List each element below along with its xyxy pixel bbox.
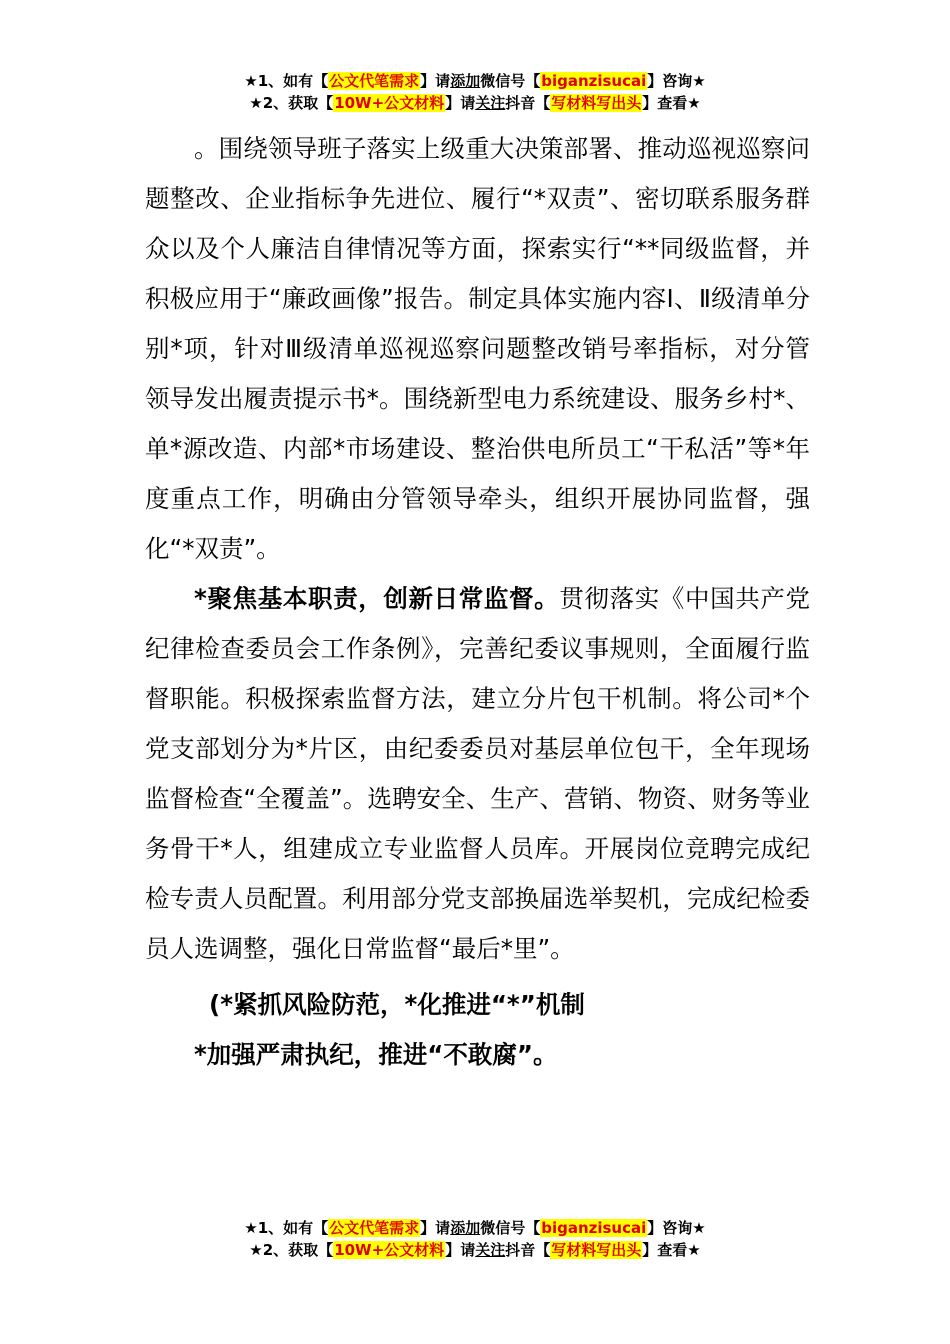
highlight-materials: 10W+公文材料 bbox=[334, 94, 445, 112]
paragraph-2 bbox=[145, 574, 810, 974]
footer-highlight-service: 公文代笔需求 bbox=[329, 1219, 420, 1237]
paragraph-1: 。围绕领导班子落实上级重大决策部署、推动巡视巡察问题整改、企业指标争先进位、履行“*双责”、密切联系服务群众以及个人廉洁自律情况等方面，探索实行“**同级监督，并积极应用于“廉政画像”报告。制定具体实施内容Ⅰ、Ⅱ级清单分别*项，针对Ⅲ级清单巡视巡察问题整改销号率指标，对分管领导发出履责提示书*。围绕新型电力系统建设、服务乡村*、单*源改造、内部*市场建设、整治供电所员工“干私活”等*年度重点工作，明确由分管领导牵头，组织开展协同监督，强化“*双责”。 bbox=[145, 134, 810, 563]
footer-banner bbox=[0, 1217, 950, 1261]
footer-line-1: ★1、如有【公文代笔需求】请添加微信号【biganzisucai】咨询★ bbox=[244, 1219, 706, 1237]
footer-highlight-wechat-id: biganzisucai bbox=[541, 1219, 647, 1237]
paragraph-2-heading: *聚焦基本职责，创新日常监督。 bbox=[194, 584, 560, 613]
footer-line-2: ★2、获取【10W+公文材料】请关注抖音【写材料写出头】查看★ bbox=[249, 1241, 701, 1259]
footer-highlight-douyin: 写材料写出头 bbox=[551, 1241, 642, 1259]
highlight-service: 公文代笔需求 bbox=[329, 72, 420, 90]
footer-highlight-materials: 10W+公文材料 bbox=[334, 1241, 445, 1259]
paragraph-2-text: 贯彻落实《中国共产党纪律检查委员会工作条例》，完善纪委议事规则，全面履行监督职能。积极探索监督方法，建立分片包干机制。将公司*个党支部划分为*片区，由纪委委员对基层单位包干，全年现场监督检查“全覆盖”。选聘安全、生产、营销、物资、财务等业务骨干*人，组建成立专业监督人员库。开展岗位竞聘完成纪检专责人员配置。利用部分党支部换届选举契机，完成纪检委员人选调整，强化日常监督“最后*里”。 bbox=[145, 584, 811, 963]
section-heading-3: (*紧抓风险防范，*化推进“*”机制 bbox=[209, 990, 585, 1019]
highlight-wechat-id: biganzisucai bbox=[541, 72, 647, 90]
section-heading-4: *加强严肃执纪，推进“不敢腐”。 bbox=[194, 1040, 558, 1069]
document-body bbox=[145, 124, 810, 1080]
header-banner bbox=[0, 70, 950, 114]
highlight-douyin: 写材料写出头 bbox=[551, 94, 642, 112]
banner-line-2: ★2、获取【10W+公文材料】请关注抖音【写材料写出头】查看★ bbox=[249, 94, 701, 112]
banner-line-1: ★1、如有【公文代笔需求】请添加微信号【biganzisucai】咨询★ bbox=[244, 72, 706, 90]
